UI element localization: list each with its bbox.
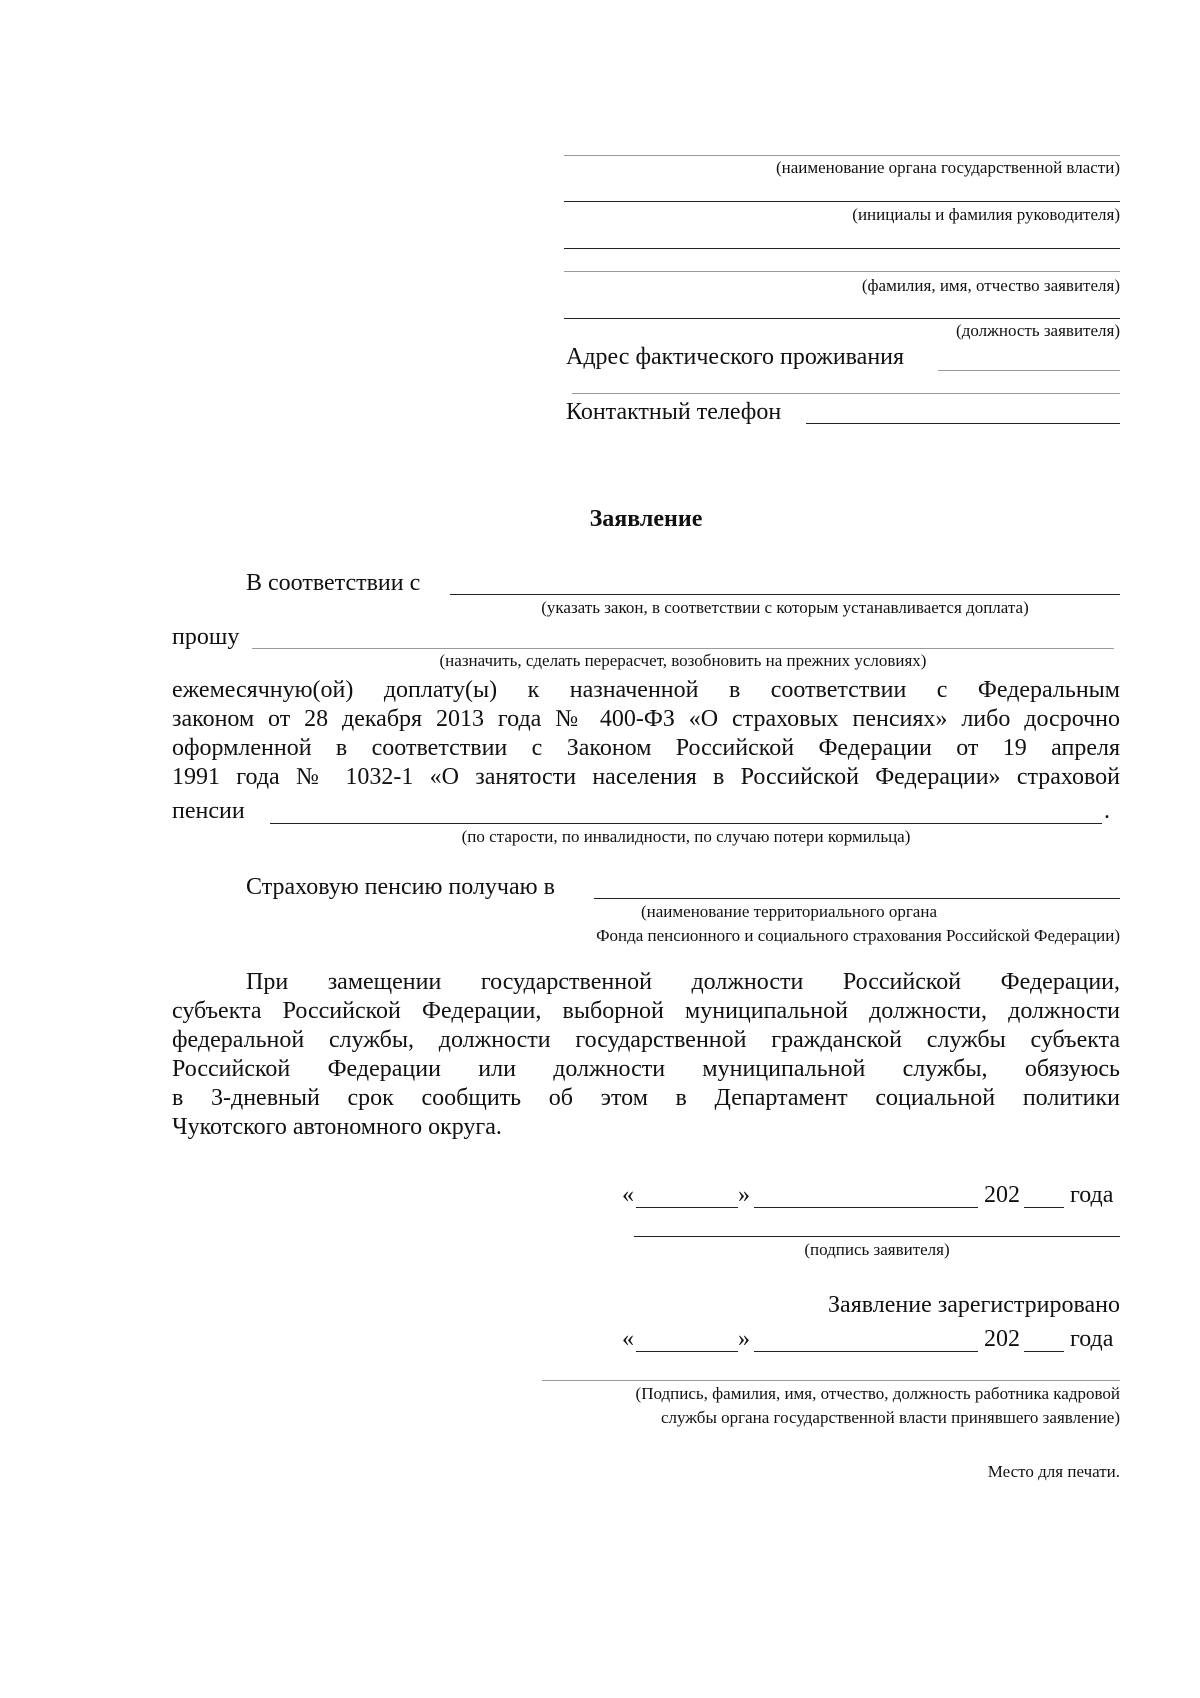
request-caption: (назначить, сделать перерасчет, возобновить на прежних условиях) (439, 651, 927, 670)
reg-date-year-prefix: 202 (984, 1326, 1020, 1352)
pension-caption: (по старости, по инвалидности, по случаю потери кормильца) (461, 827, 911, 846)
law-caption: (указать закон, в соответствии с которым устанавливается доплата) (541, 598, 1029, 617)
applicant-position-line[interactable] (564, 318, 1120, 319)
head-caption: (инициалы и фамилия руководителя) (852, 205, 1120, 224)
registration-caption-1: (Подпись, фамилия, имя, отчество, должность работника кадровой (635, 1384, 1120, 1403)
obligation-line: Российской Федерации или должности муниципальной службы, обязуюсь (172, 1056, 1120, 1082)
signature-caption: (подпись заявителя) (804, 1240, 950, 1259)
receive-line[interactable] (594, 898, 1120, 899)
document-title: Заявление (589, 506, 703, 532)
applicant-name-line-1[interactable] (564, 248, 1120, 249)
date-month-line[interactable] (754, 1207, 978, 1208)
authority-name-line[interactable] (564, 155, 1120, 156)
reg-date-month-line[interactable] (754, 1351, 978, 1352)
phone-line[interactable] (806, 423, 1120, 424)
pension-prefix: пенсии (172, 798, 245, 824)
receive-caption-1: (наименование территориального органа (640, 902, 937, 921)
date-open-quote: « (622, 1182, 634, 1208)
paragraph-line: законом от 28 декабря 2013 года № 400-ФЗ «О страховых пенсиях» либо досрочно (172, 706, 1120, 732)
address-line-1[interactable] (938, 370, 1120, 371)
reg-date-year-line[interactable] (1024, 1351, 1064, 1352)
registration-label: Заявление зарегистрировано (828, 1292, 1120, 1318)
reg-date-close-quote: » (738, 1326, 750, 1352)
date-day-line[interactable] (636, 1207, 738, 1208)
reg-date-open-quote: « (622, 1326, 634, 1352)
obligation-line: субъекта Российской Федерации, выборной муниципальной должности, должности (172, 998, 1120, 1024)
date-close-quote: » (738, 1182, 750, 1208)
paragraph-line: 1991 года № 1032-1 «О занятости населения в Российской Федерации» страховой (172, 764, 1120, 790)
address-line-2[interactable] (572, 393, 1120, 394)
obligation-last-line: Чукотского автономного округа. (172, 1114, 502, 1140)
date-year-prefix: 202 (984, 1182, 1020, 1208)
reg-date-year-suffix: года (1070, 1326, 1114, 1352)
registration-caption-2: службы органа государственной власти принявшего заявление) (660, 1408, 1120, 1427)
pension-period: . (1104, 798, 1110, 824)
pension-type-line[interactable] (270, 823, 1102, 824)
obligation-line: федеральной службы, должности государственной гражданской службы субъекта (172, 1027, 1120, 1053)
signature-line[interactable] (634, 1236, 1120, 1237)
phone-label: Контактный телефон (566, 399, 782, 425)
receive-prefix: Страховую пенсию получаю в (246, 874, 555, 900)
law-prefix: В соответствии с (246, 570, 421, 596)
request-prefix: прошу (172, 624, 240, 650)
date-year-suffix: года (1070, 1182, 1114, 1208)
applicant-position-caption: (должность заявителя) (956, 321, 1120, 340)
registrar-signature-line[interactable] (542, 1380, 1120, 1381)
head-name-line[interactable] (564, 201, 1120, 202)
paragraph-line: оформленной в соответствии с Законом Российской Федерации от 19 апреля (172, 735, 1120, 761)
receive-caption-2: Фонда пенсионного и социального страхования Российской Федерации) (596, 926, 1120, 945)
address-label: Адрес фактического проживания (566, 344, 905, 370)
applicant-name-line-2[interactable] (564, 271, 1120, 272)
authority-caption: (наименование органа государственной власти) (775, 158, 1120, 177)
paragraph-line: ежемесячную(ой) доплату(ы) к назначенной в соответствии с Федеральным (172, 677, 1120, 703)
obligation-line: При замещении государственной должности Российской Федерации, (246, 969, 1120, 995)
reg-date-day-line[interactable] (636, 1351, 738, 1352)
date-year-line[interactable] (1024, 1207, 1064, 1208)
applicant-name-caption: (фамилия, имя, отчество заявителя) (861, 276, 1120, 295)
obligation-line: в 3-дневный срок сообщить об этом в Департамент социальной политики (172, 1085, 1120, 1111)
law-line[interactable] (450, 594, 1120, 595)
request-line[interactable] (252, 648, 1114, 649)
stamp-place: Место для печати. (987, 1462, 1120, 1481)
